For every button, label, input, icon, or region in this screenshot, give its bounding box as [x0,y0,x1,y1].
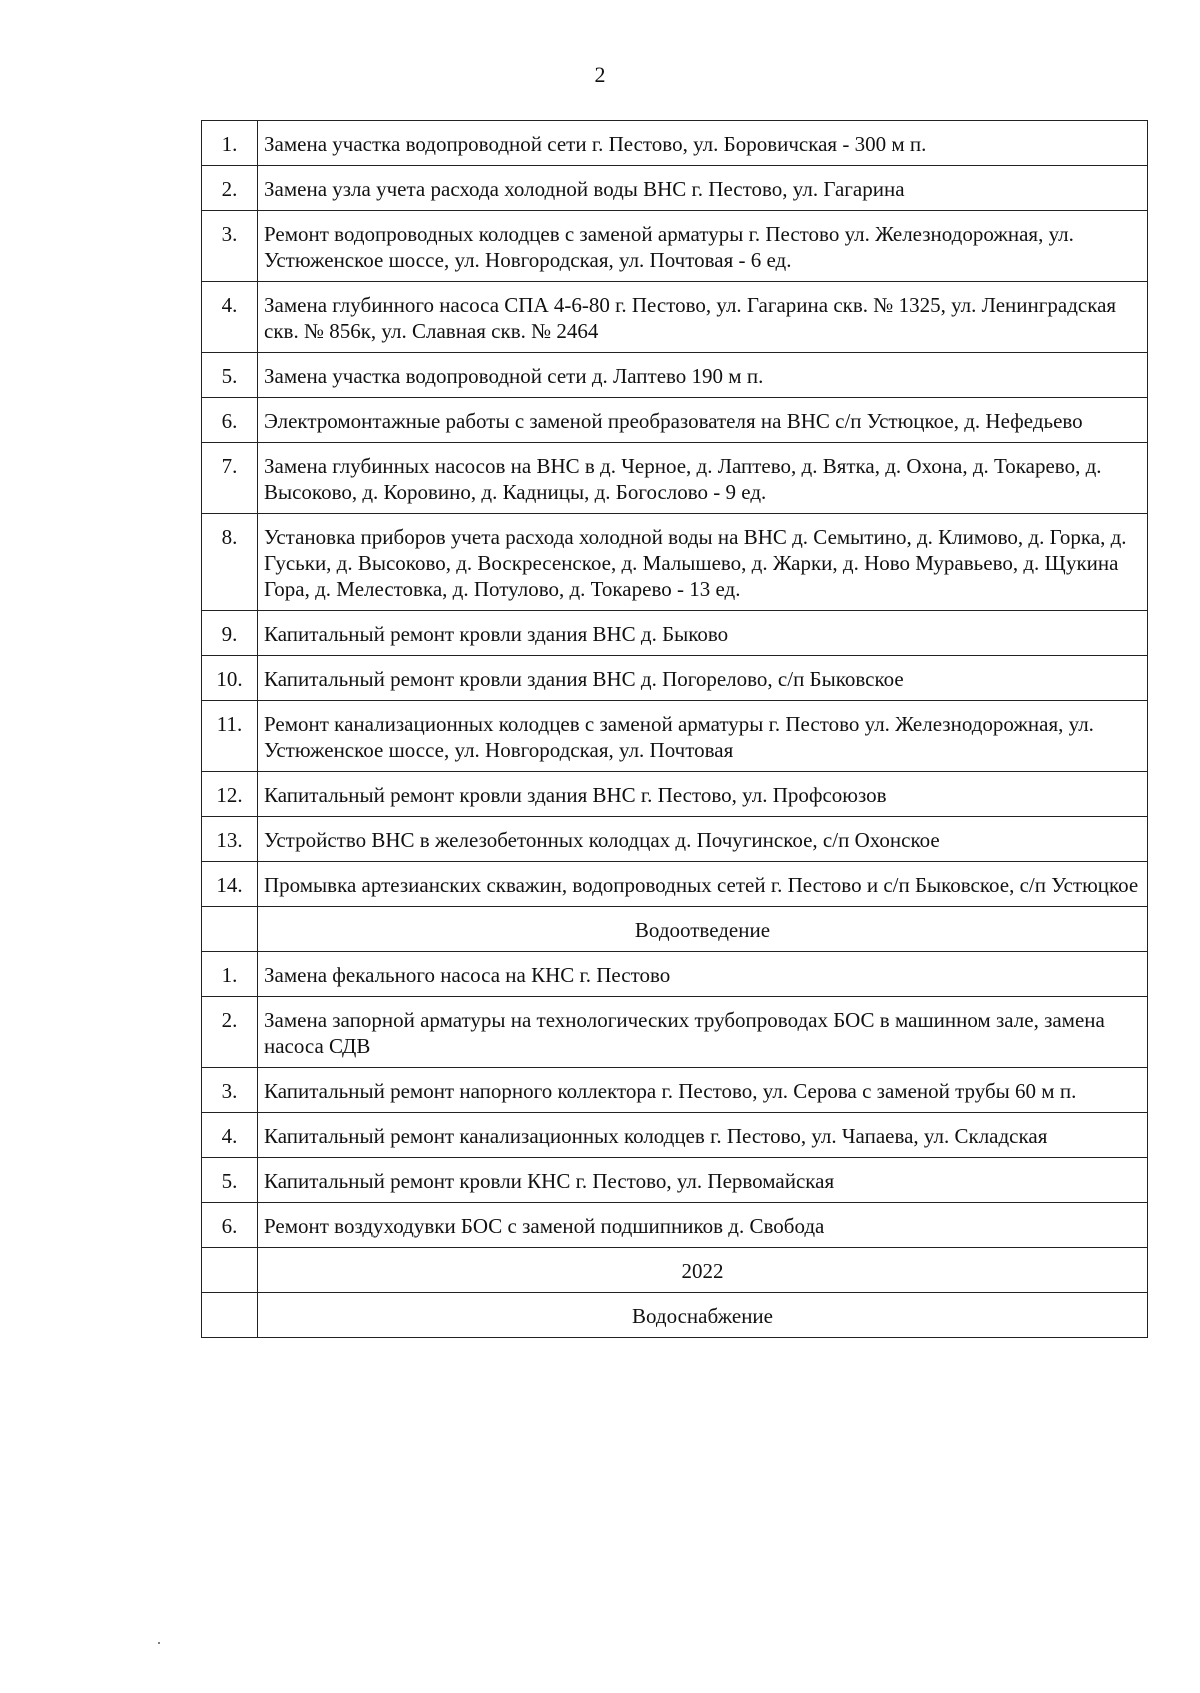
work-description: Ремонт водопроводных колодцев с заменой арматуры г. Пестово ул. Железнодорожная, ул. Устюженское шоссе, ул. Новгородская, ул. Почтовая - 6 ед. [258,211,1148,282]
row-number: 7. [202,443,258,514]
table-row [202,443,1148,514]
section-heading: Водоснабжение [258,1293,1148,1338]
table-row [202,817,1148,862]
work-description: Замена глубинных насосов на ВНС в д. Черное, д. Лаптево, д. Вятка, д. Охона, д. Токарево, д. Высоково, д. Коровино, д. Кадницы, д. Богослово - 9 ед. [258,443,1148,514]
row-number: 1. [202,121,258,166]
table-row [202,1113,1148,1158]
row-number: 12. [202,772,258,817]
row-number: 5. [202,1158,258,1203]
row-number: 6. [202,398,258,443]
row-number: 2. [202,166,258,211]
section-heading: 2022 [258,1248,1148,1293]
work-description: Замена участка водопроводной сети г. Пестово, ул. Боровичская - 300 м п. [258,121,1148,166]
row-number: 5. [202,353,258,398]
work-description: Ремонт воздуходувки БОС с заменой подшипников д. Свобода [258,1203,1148,1248]
table-row [202,952,1148,997]
table-row [202,514,1148,611]
row-number: 4. [202,1113,258,1158]
work-description: Замена участка водопроводной сети д. Лаптево 190 м п. [258,353,1148,398]
work-description: Электромонтажные работы с заменой преобразователя на ВНС с/п Устюцкое, д. Нефедьево [258,398,1148,443]
section-row [202,1248,1148,1293]
section-heading: Водоотведение [258,907,1148,952]
page-number: 2 [594,62,606,87]
table-row [202,611,1148,656]
work-description: Капитальный ремонт кровли здания ВНС г. Пестово, ул. Профсоюзов [258,772,1148,817]
row-number: 3. [202,1068,258,1113]
table-row [202,1158,1148,1203]
row-number: 6. [202,1203,258,1248]
table-row [202,701,1148,772]
work-description: Замена запорной арматуры на технологических трубопроводах БОС в машинном зале, замена насоса СДВ [258,997,1148,1068]
table-row [202,1203,1148,1248]
row-number: 4. [202,282,258,353]
row-number: 11. [202,701,258,772]
section-row [202,1293,1148,1338]
scan-speck [158,1642,160,1644]
work-description: Замена глубинного насоса СПА 4-6-80 г. Пестово, ул. Гагарина скв. № 1325, ул. Ленинградская скв. № 856к, ул. Славная скв. № 2464 [258,282,1148,353]
table-row [202,862,1148,907]
work-description: Замена фекального насоса на КНС г. Пестово [258,952,1148,997]
row-number [202,907,258,952]
work-description: Капитальный ремонт кровли здания ВНС д. Погорелово, с/п Быковское [258,656,1148,701]
works-table-body [202,121,1148,1338]
table-row [202,997,1148,1068]
table-row [202,121,1148,166]
work-description: Замена узла учета расхода холодной воды ВНС г. Пестово, ул. Гагарина [258,166,1148,211]
work-description: Установка приборов учета расхода холодной воды на ВНС д. Семытино, д. Климово, д. Горка, д. Гуськи, д. Высоково, д. Воскресенское, д. Малышево, д. Жарки, д. Ново Муравьево, д. Щукина Гора, д. Мелестовка, д. Потулово, д. Токарево - 13 ед. [258,514,1148,611]
work-description: Капитальный ремонт кровли КНС г. Пестово, ул. Первомайская [258,1158,1148,1203]
work-description: Капитальный ремонт напорного коллектора г. Пестово, ул. Серова с заменой трубы 60 м п. [258,1068,1148,1113]
table-row [202,211,1148,282]
table-row [202,1068,1148,1113]
row-number: 13. [202,817,258,862]
row-number: 2. [202,997,258,1068]
table-row [202,772,1148,817]
row-number [202,1248,258,1293]
work-description: Устройство ВНС в железобетонных колодцах д. Почугинское, с/п Охонское [258,817,1148,862]
table-row [202,398,1148,443]
row-number: 3. [202,211,258,282]
table-row [202,656,1148,701]
work-description: Капитальный ремонт кровли здания ВНС д. Быково [258,611,1148,656]
table-row [202,282,1148,353]
section-row [202,907,1148,952]
row-number: 8. [202,514,258,611]
row-number: 14. [202,862,258,907]
row-number: 9. [202,611,258,656]
work-description: Капитальный ремонт канализационных колодцев г. Пестово, ул. Чапаева, ул. Складская [258,1113,1148,1158]
row-number: 10. [202,656,258,701]
table-row [202,353,1148,398]
row-number: 1. [202,952,258,997]
work-description: Ремонт канализационных колодцев с заменой арматуры г. Пестово ул. Железнодорожная, ул. Устюженское шоссе, ул. Новгородская, ул. Почтовая [258,701,1148,772]
works-table [201,120,1148,1338]
row-number [202,1293,258,1338]
table-row [202,166,1148,211]
work-description: Промывка артезианских скважин, водопроводных сетей г. Пестово и с/п Быковское, с/п Устюцкое [258,862,1148,907]
